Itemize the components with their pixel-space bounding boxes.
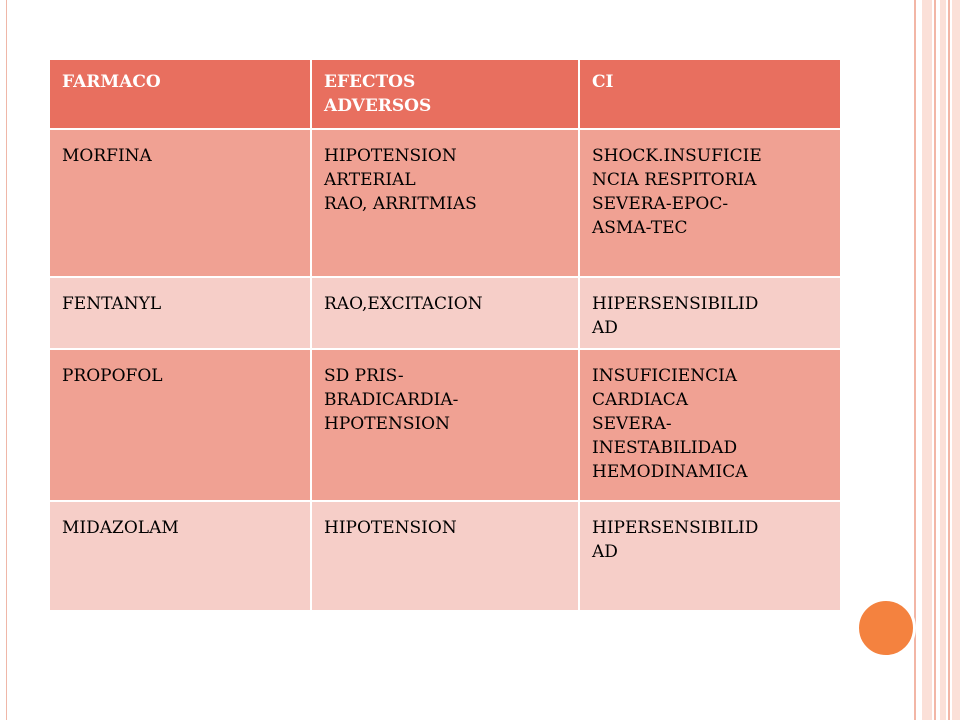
stripe (934, 0, 936, 720)
cell-farmaco: MIDAZOLAM (49, 501, 311, 611)
cell-farmaco: PROPOFOL (49, 349, 311, 501)
cell-farmaco: MORFINA (49, 129, 311, 277)
cell-efectos: SD PRIS- BRADICARDIA- HPOTENSION (311, 349, 579, 501)
slide-left-border (6, 0, 7, 720)
cell-farmaco: FENTANYL (49, 277, 311, 349)
table-row (49, 349, 841, 501)
stripe (922, 0, 932, 720)
stripe (948, 0, 950, 720)
stripe (914, 0, 916, 720)
table-row (49, 277, 841, 349)
cell-ci: HIPERSENSIBILID AD (579, 501, 841, 611)
slide-right-decoration (914, 0, 960, 720)
drug-table (48, 58, 842, 612)
table-header-row (49, 59, 841, 129)
table-row (49, 501, 841, 611)
header-farmaco: FARMACO (49, 59, 311, 129)
decorative-circle (856, 598, 916, 658)
cell-ci: SHOCK.INSUFICIE NCIA RESPITORIA SEVERA-EPOC- ASMA-TEC (579, 129, 841, 277)
cell-efectos: HIPOTENSION (311, 501, 579, 611)
cell-ci: HIPERSENSIBILID AD (579, 277, 841, 349)
stripe (940, 0, 946, 720)
stripe (952, 0, 960, 720)
header-efectos-adversos: EFECTOS ADVERSOS (311, 59, 579, 129)
cell-efectos: RAO,EXCITACION (311, 277, 579, 349)
cell-efectos: HIPOTENSION ARTERIAL RAO, ARRITMIAS (311, 129, 579, 277)
header-ci: CI (579, 59, 841, 129)
cell-ci: INSUFICIENCIA CARDIACA SEVERA- INESTABILIDAD HEMODINAMICA (579, 349, 841, 501)
table-row (49, 129, 841, 277)
